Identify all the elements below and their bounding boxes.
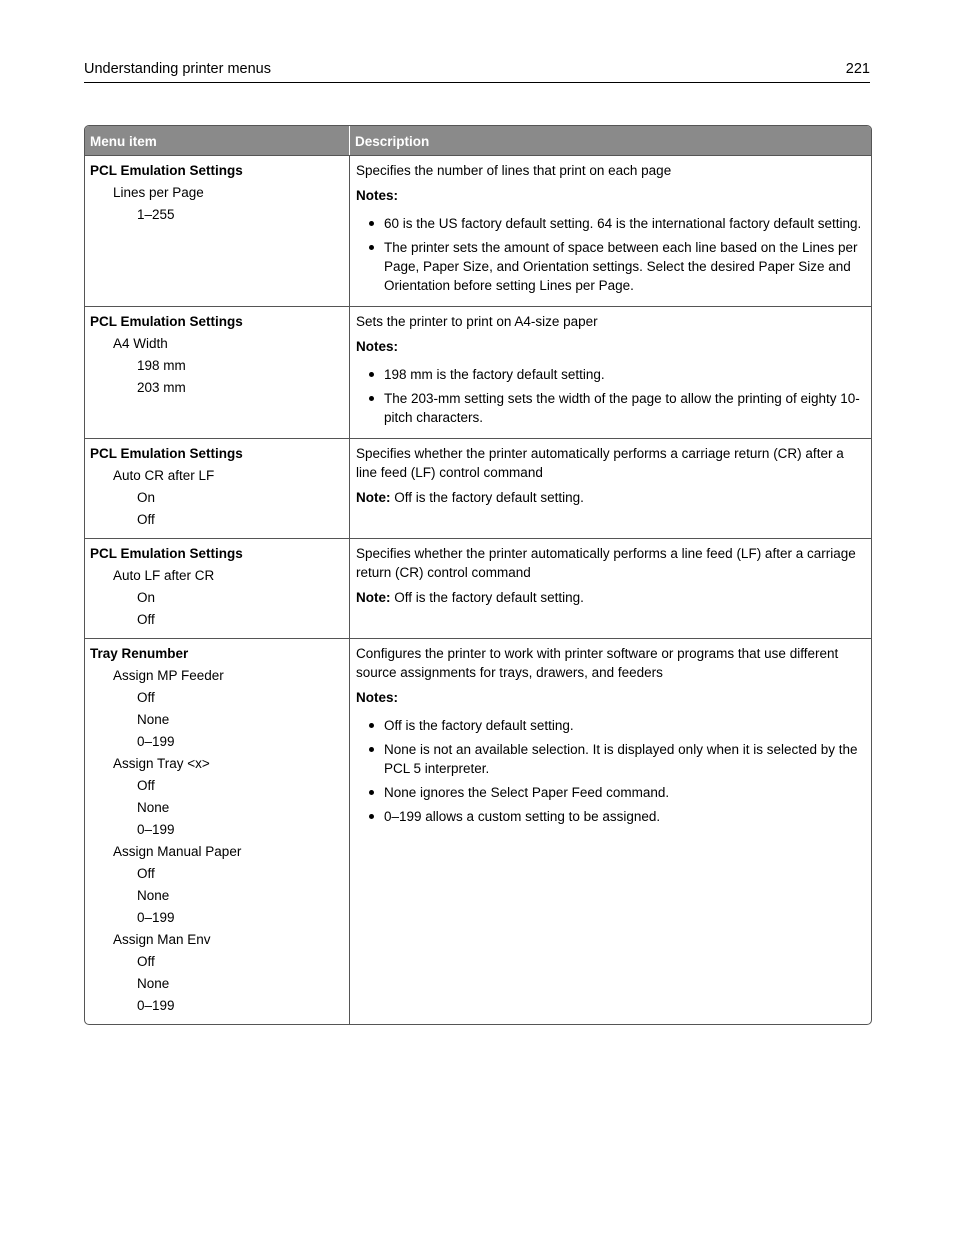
menu-path-value: None [137, 712, 170, 727]
menu-path-setting: Assign Tray <x> [113, 756, 210, 771]
notes-list [356, 365, 867, 427]
menu-path-value: 0–199 [137, 998, 175, 1013]
notes-label: Notes: [356, 690, 399, 705]
menu-path-root: PCL Emulation Settings [90, 163, 243, 178]
menu-path-value: 0–199 [137, 822, 175, 837]
menu-item-cell [85, 307, 350, 438]
menu-path-root: Tray Renumber [90, 646, 189, 661]
menu-path-setting: Assign MP Feeder [113, 668, 224, 683]
menu-path-value: Off [137, 778, 155, 793]
note-line [356, 488, 867, 507]
menu-path-value: Off [137, 690, 155, 705]
description-cell [350, 539, 871, 638]
table-row [85, 155, 871, 306]
menu-path-setting: A4 Width [113, 336, 168, 351]
menu-path-value: Off [137, 512, 155, 527]
table-row [85, 306, 871, 438]
menu-path-value: 1–255 [137, 207, 175, 222]
page-number: 221 [845, 61, 870, 77]
menu-path-setting: Lines per Page [113, 185, 204, 200]
menu-path-root: PCL Emulation Settings [90, 446, 243, 461]
description-text: Configures the printer to work with printer software or programs that use different source assignments for trays, drawers, and feeders [356, 646, 839, 680]
menu-path-setting: Assign Man Env [113, 932, 211, 947]
notes-label: Notes: [356, 339, 399, 354]
note-label: Note: [356, 590, 391, 605]
menu-path-value: None [137, 976, 170, 991]
menu-item-cell [85, 439, 350, 538]
table-header [85, 126, 871, 155]
menu-path-value: Off [137, 954, 155, 969]
table-row [85, 638, 871, 1024]
menu-path-value: On [137, 490, 156, 505]
notes-list [356, 214, 867, 295]
menu-table [84, 125, 872, 1025]
menu-path-value: 203 mm [137, 380, 186, 395]
note-bullet: The printer sets the amount of space between each line based on the Lines per Page, Paper Size, and Orientation settings. Select the desired Paper Size and Orientation before setting Lines per Page. [356, 238, 867, 295]
menu-item-cell [85, 639, 350, 1024]
description-cell [350, 639, 871, 1024]
menu-path-value: Off [137, 612, 155, 627]
menu-path-value: 198 mm [137, 358, 186, 373]
menu-path-value: On [137, 590, 156, 605]
note-bullet: 0–199 allows a custom setting to be assigned. [356, 807, 867, 826]
menu-path-value: None [137, 888, 170, 903]
table-row [85, 538, 871, 638]
page-header-title: Understanding printer menus [84, 61, 271, 77]
description-text: Specifies whether the printer automatically performs a carriage return (CR) after a line feed (LF) control command [356, 446, 844, 480]
description-cell [350, 439, 871, 538]
menu-path-root: PCL Emulation Settings [90, 314, 243, 329]
note-bullet: The 203-mm setting sets the width of the page to allow the printing of eighty 10-pitch characters. [356, 389, 867, 427]
menu-path-root: PCL Emulation Settings [90, 546, 243, 561]
table-row [85, 438, 871, 538]
description-text: Specifies whether the printer automatically performs a line feed (LF) after a carriage return (CR) control command [356, 546, 856, 580]
notes-list [356, 716, 867, 826]
note-line [356, 588, 867, 607]
note-bullet: Off is the factory default setting. [356, 716, 867, 735]
description-text: Specifies the number of lines that print on each page [356, 163, 672, 178]
table-body [85, 155, 871, 1024]
description-cell [350, 156, 871, 306]
note-text: Off is the factory default setting. [390, 590, 584, 605]
column-header-menu-item: Menu item [85, 126, 350, 155]
note-label: Note: [356, 490, 391, 505]
note-bullet: 60 is the US factory default setting. 64 is the international factory default setting. [356, 214, 867, 233]
menu-path-setting: Auto LF after CR [113, 568, 215, 583]
menu-path-value: 0–199 [137, 910, 175, 925]
note-text: Off is the factory default setting. [390, 490, 584, 505]
note-bullet: None is not an available selection. It is displayed only when it is selected by the PCL 5 interpreter. [356, 740, 867, 778]
menu-item-cell [85, 539, 350, 638]
column-header-description: Description [355, 134, 430, 149]
menu-path-setting: Assign Manual Paper [113, 844, 242, 859]
menu-path-value: None [137, 800, 170, 815]
note-bullet: 198 mm is the factory default setting. [356, 365, 867, 384]
description-cell [350, 307, 871, 438]
note-bullet: None ignores the Select Paper Feed command. [356, 783, 867, 802]
description-text: Sets the printer to print on A4-size paper [356, 314, 598, 329]
menu-path-value: 0–199 [137, 734, 175, 749]
notes-label: Notes: [356, 188, 399, 203]
menu-path-setting: Auto CR after LF [113, 468, 215, 483]
menu-item-cell [85, 156, 350, 306]
menu-path-value: Off [137, 866, 155, 881]
page-header [84, 60, 870, 83]
